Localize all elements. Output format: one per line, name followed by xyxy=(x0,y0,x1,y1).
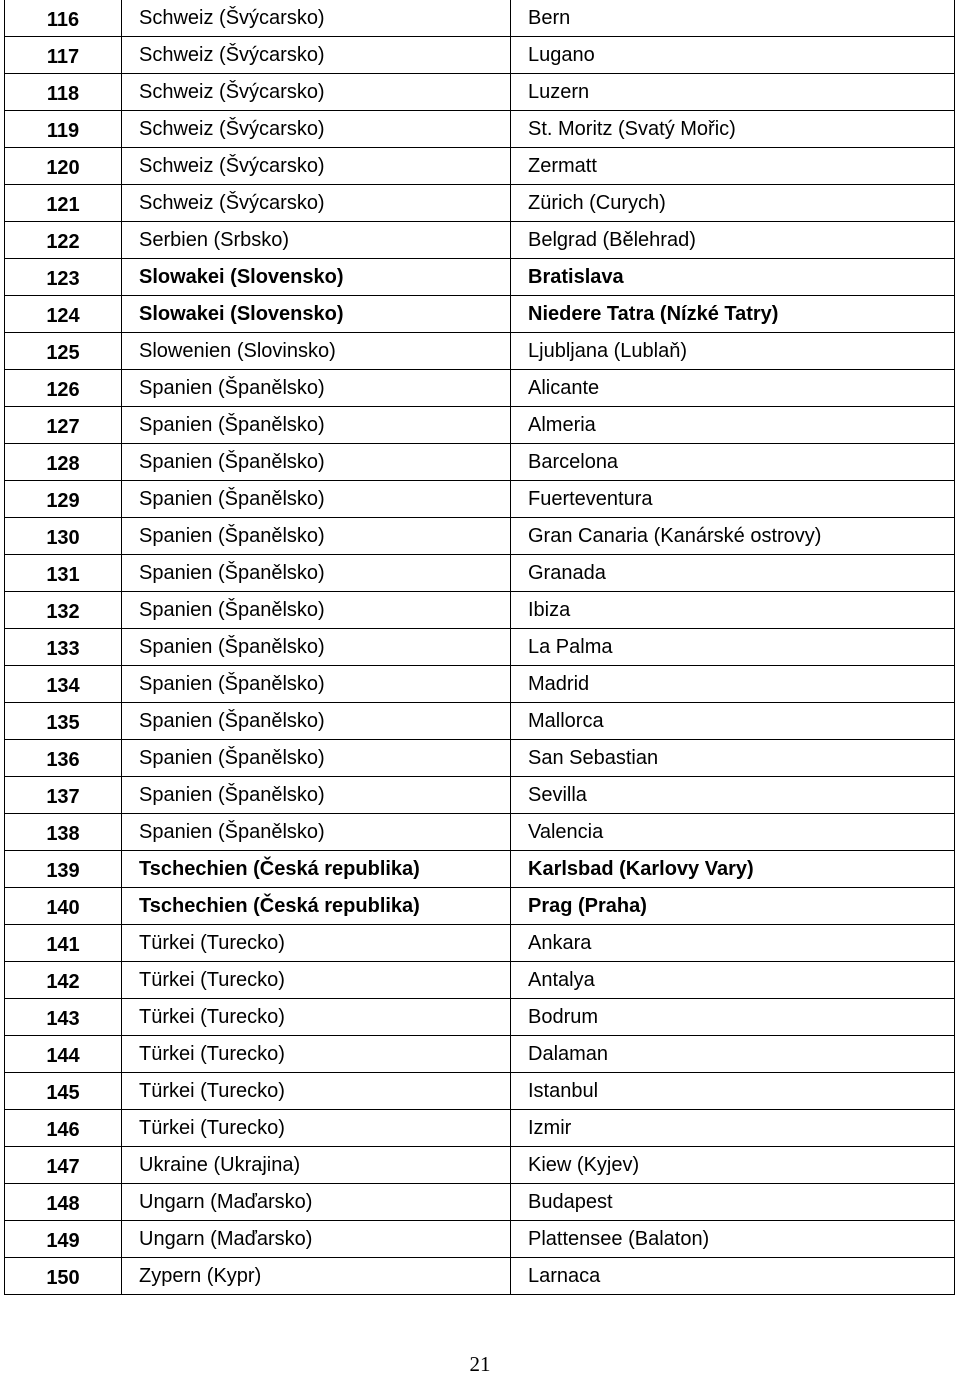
table-row xyxy=(5,1110,955,1147)
row-number-cell: 135 xyxy=(5,703,122,740)
table-row xyxy=(5,1036,955,1073)
country-cell: Tschechien (Česká republika) xyxy=(122,851,511,888)
country-cell: Schweiz (Švýcarsko) xyxy=(122,148,511,185)
table-row xyxy=(5,740,955,777)
destination-table-body xyxy=(5,0,955,1295)
city-cell: Dalaman xyxy=(511,1036,955,1073)
table-row xyxy=(5,666,955,703)
city-cell: Antalya xyxy=(511,962,955,999)
table-row xyxy=(5,222,955,259)
city-cell: Prag (Praha) xyxy=(511,888,955,925)
country-cell: Spanien (Španělsko) xyxy=(122,814,511,851)
city-cell: St. Moritz (Svatý Mořic) xyxy=(511,111,955,148)
row-number-cell: 130 xyxy=(5,518,122,555)
city-cell: Zermatt xyxy=(511,148,955,185)
row-number-cell: 142 xyxy=(5,962,122,999)
city-cell: Plattensee (Balaton) xyxy=(511,1221,955,1258)
row-number-cell: 140 xyxy=(5,888,122,925)
row-number-cell: 118 xyxy=(5,74,122,111)
row-number-cell: 134 xyxy=(5,666,122,703)
row-number-cell: 126 xyxy=(5,370,122,407)
country-cell: Schweiz (Švýcarsko) xyxy=(122,37,511,74)
country-cell: Türkei (Turecko) xyxy=(122,1073,511,1110)
row-number-cell: 139 xyxy=(5,851,122,888)
country-cell: Türkei (Turecko) xyxy=(122,1036,511,1073)
table-row xyxy=(5,0,955,37)
row-number-cell: 141 xyxy=(5,925,122,962)
country-cell: Slowakei (Slovensko) xyxy=(122,259,511,296)
city-cell: Mallorca xyxy=(511,703,955,740)
country-cell: Türkei (Turecko) xyxy=(122,962,511,999)
city-cell: Niedere Tatra (Nízké Tatry) xyxy=(511,296,955,333)
city-cell: Larnaca xyxy=(511,1258,955,1295)
city-cell: Ankara xyxy=(511,925,955,962)
row-number-cell: 121 xyxy=(5,185,122,222)
country-cell: Spanien (Španělsko) xyxy=(122,703,511,740)
table-row xyxy=(5,703,955,740)
country-cell: Ukraine (Ukrajina) xyxy=(122,1147,511,1184)
country-cell: Spanien (Španělsko) xyxy=(122,481,511,518)
row-number-cell: 131 xyxy=(5,555,122,592)
row-number-cell: 143 xyxy=(5,999,122,1036)
table-row xyxy=(5,1184,955,1221)
table-row xyxy=(5,407,955,444)
table-row xyxy=(5,481,955,518)
table-row xyxy=(5,555,955,592)
country-cell: Spanien (Španělsko) xyxy=(122,444,511,481)
country-cell: Schweiz (Švýcarsko) xyxy=(122,0,511,37)
country-cell: Spanien (Španělsko) xyxy=(122,555,511,592)
table-row xyxy=(5,333,955,370)
table-row xyxy=(5,851,955,888)
table-row xyxy=(5,296,955,333)
row-number-cell: 149 xyxy=(5,1221,122,1258)
table-row xyxy=(5,999,955,1036)
row-number-cell: 146 xyxy=(5,1110,122,1147)
row-number-cell: 123 xyxy=(5,259,122,296)
row-number-cell: 127 xyxy=(5,407,122,444)
city-cell: Madrid xyxy=(511,666,955,703)
table-row xyxy=(5,1147,955,1184)
city-cell: Valencia xyxy=(511,814,955,851)
row-number-cell: 145 xyxy=(5,1073,122,1110)
city-cell: Fuerteventura xyxy=(511,481,955,518)
country-cell: Spanien (Španělsko) xyxy=(122,666,511,703)
row-number-cell: 120 xyxy=(5,148,122,185)
city-cell: Istanbul xyxy=(511,1073,955,1110)
row-number-cell: 124 xyxy=(5,296,122,333)
row-number-cell: 119 xyxy=(5,111,122,148)
city-cell: Sevilla xyxy=(511,777,955,814)
city-cell: Izmir xyxy=(511,1110,955,1147)
city-cell: Luzern xyxy=(511,74,955,111)
row-number-cell: 133 xyxy=(5,629,122,666)
table-row xyxy=(5,111,955,148)
table-row xyxy=(5,629,955,666)
table-row xyxy=(5,74,955,111)
city-cell: Alicante xyxy=(511,370,955,407)
table-row xyxy=(5,777,955,814)
city-cell: Bern xyxy=(511,0,955,37)
country-cell: Ungarn (Maďarsko) xyxy=(122,1184,511,1221)
city-cell: La Palma xyxy=(511,629,955,666)
city-cell: Ljubljana (Lublaň) xyxy=(511,333,955,370)
table-row xyxy=(5,1258,955,1295)
page-number: 21 xyxy=(469,1352,491,1376)
country-cell: Slowakei (Slovensko) xyxy=(122,296,511,333)
country-cell: Zypern (Kypr) xyxy=(122,1258,511,1295)
city-cell: Bratislava xyxy=(511,259,955,296)
table-row xyxy=(5,444,955,481)
row-number-cell: 129 xyxy=(5,481,122,518)
table-row xyxy=(5,259,955,296)
table-row xyxy=(5,1073,955,1110)
row-number-cell: 132 xyxy=(5,592,122,629)
table-row xyxy=(5,148,955,185)
country-cell: Schweiz (Švýcarsko) xyxy=(122,111,511,148)
country-cell: Spanien (Španělsko) xyxy=(122,777,511,814)
city-cell: Gran Canaria (Kanárské ostrovy) xyxy=(511,518,955,555)
row-number-cell: 122 xyxy=(5,222,122,259)
table-row xyxy=(5,962,955,999)
row-number-cell: 147 xyxy=(5,1147,122,1184)
table-row xyxy=(5,925,955,962)
row-number-cell: 150 xyxy=(5,1258,122,1295)
city-cell: Almeria xyxy=(511,407,955,444)
row-number-cell: 117 xyxy=(5,37,122,74)
city-cell: Karlsbad (Karlovy Vary) xyxy=(511,851,955,888)
city-cell: Budapest xyxy=(511,1184,955,1221)
country-cell: Serbien (Srbsko) xyxy=(122,222,511,259)
country-cell: Spanien (Španělsko) xyxy=(122,370,511,407)
row-number-cell: 128 xyxy=(5,444,122,481)
country-cell: Spanien (Španělsko) xyxy=(122,629,511,666)
city-cell: San Sebastian xyxy=(511,740,955,777)
city-cell: Zürich (Curych) xyxy=(511,185,955,222)
country-cell: Ungarn (Maďarsko) xyxy=(122,1221,511,1258)
city-cell: Granada xyxy=(511,555,955,592)
city-cell: Bodrum xyxy=(511,999,955,1036)
table-row xyxy=(5,1221,955,1258)
row-number-cell: 136 xyxy=(5,740,122,777)
country-cell: Türkei (Turecko) xyxy=(122,925,511,962)
country-cell: Spanien (Španělsko) xyxy=(122,518,511,555)
row-number-cell: 116 xyxy=(5,0,122,37)
row-number-cell: 148 xyxy=(5,1184,122,1221)
table-row xyxy=(5,37,955,74)
city-cell: Kiew (Kyjev) xyxy=(511,1147,955,1184)
country-cell: Schweiz (Švýcarsko) xyxy=(122,185,511,222)
table-row xyxy=(5,592,955,629)
table-row xyxy=(5,370,955,407)
country-cell: Türkei (Turecko) xyxy=(122,1110,511,1147)
row-number-cell: 125 xyxy=(5,333,122,370)
country-cell: Spanien (Španělsko) xyxy=(122,407,511,444)
country-cell: Tschechien (Česká republika) xyxy=(122,888,511,925)
city-cell: Ibiza xyxy=(511,592,955,629)
row-number-cell: 138 xyxy=(5,814,122,851)
table-row xyxy=(5,185,955,222)
country-cell: Spanien (Španělsko) xyxy=(122,740,511,777)
table-row xyxy=(5,518,955,555)
city-cell: Lugano xyxy=(511,37,955,74)
table-row xyxy=(5,814,955,851)
country-cell: Türkei (Turecko) xyxy=(122,999,511,1036)
row-number-cell: 144 xyxy=(5,1036,122,1073)
country-cell: Slowenien (Slovinsko) xyxy=(122,333,511,370)
table-row xyxy=(5,888,955,925)
country-cell: Schweiz (Švýcarsko) xyxy=(122,74,511,111)
row-number-cell: 137 xyxy=(5,777,122,814)
country-cell: Spanien (Španělsko) xyxy=(122,592,511,629)
city-cell: Barcelona xyxy=(511,444,955,481)
destination-table xyxy=(4,0,955,1295)
city-cell: Belgrad (Bělehrad) xyxy=(511,222,955,259)
